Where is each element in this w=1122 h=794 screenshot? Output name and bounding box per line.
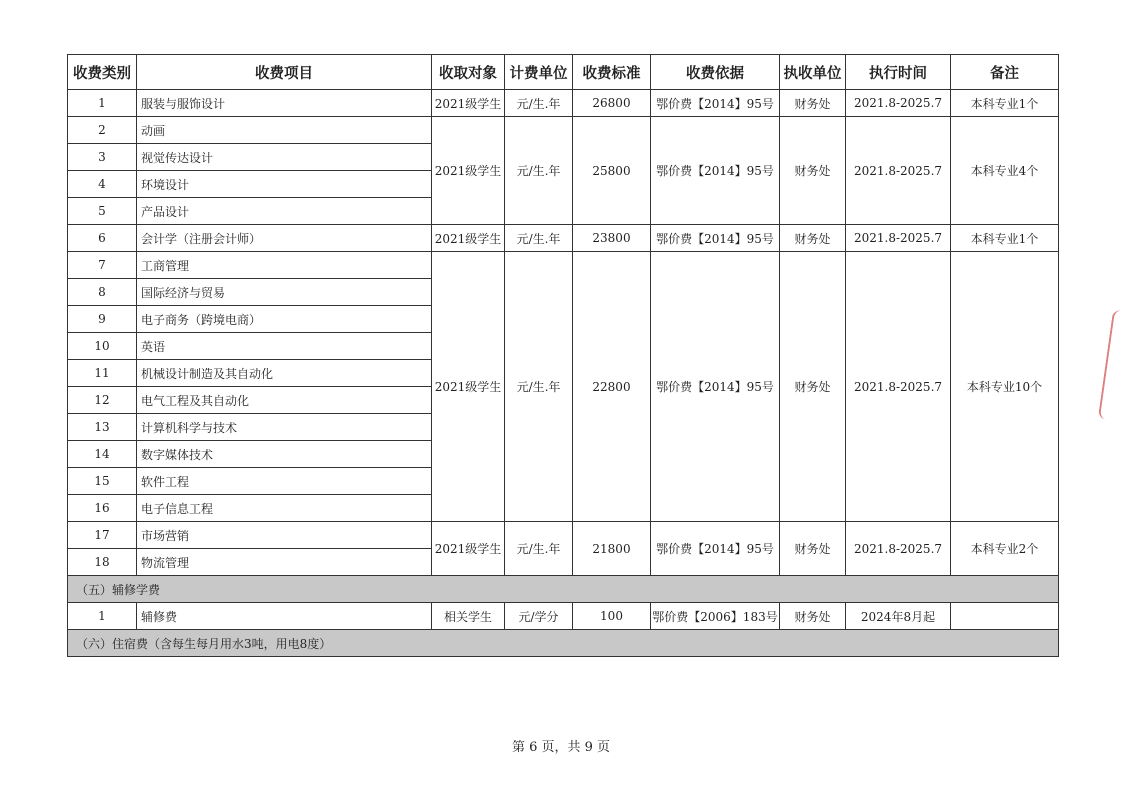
row-number: 1 [68,603,137,630]
header-unit: 计费单位 [505,55,573,90]
header-note: 备注 [951,55,1059,90]
row-note: 本科专业1个 [951,90,1059,117]
row-number: 13 [68,414,137,441]
fee-table-body [68,90,1059,657]
row-basis: 鄂价费【2006】183号 [651,603,780,630]
row-target: 2021级学生 [432,117,505,225]
row-collector: 财务处 [780,117,846,225]
table-row [68,90,1059,117]
row-note: 本科专业2个 [951,522,1059,576]
fee-table [67,54,1059,657]
row-item-name: 计算机科学与技术 [137,414,432,441]
row-collector: 财务处 [780,522,846,576]
row-number: 7 [68,252,137,279]
row-target: 2021级学生 [432,225,505,252]
row-basis: 鄂价费【2014】95号 [651,225,780,252]
row-period: 2021.8-2025.7 [846,90,951,117]
row-item-name: 英语 [137,333,432,360]
row-item-name: 动画 [137,117,432,144]
row-item-name: 市场营销 [137,522,432,549]
row-item-name: 工商管理 [137,252,432,279]
row-target: 2021级学生 [432,522,505,576]
table-row [68,225,1059,252]
row-number: 15 [68,468,137,495]
row-number: 12 [68,387,137,414]
row-item-name: 辅修费 [137,603,432,630]
row-collector: 财务处 [780,90,846,117]
row-item-name: 视觉传达设计 [137,144,432,171]
row-period: 2024年8月起 [846,603,951,630]
row-target: 2021级学生 [432,90,505,117]
header-row [68,55,1059,90]
row-number: 5 [68,198,137,225]
row-number: 6 [68,225,137,252]
header-period: 执行时间 [846,55,951,90]
row-number: 9 [68,306,137,333]
row-item-name: 电子商务（跨境电商） [137,306,432,333]
stamp-arc [1098,310,1122,421]
row-collector: 财务处 [780,603,846,630]
row-number: 1 [68,90,137,117]
row-standard: 100 [573,603,651,630]
row-number: 11 [68,360,137,387]
row-unit: 元/生.年 [505,117,573,225]
row-number: 16 [68,495,137,522]
row-number: 18 [68,549,137,576]
section-title: （六）住宿费（含每生每月用水3吨，用电8度） [68,630,1059,657]
row-period: 2021.8-2025.7 [846,522,951,576]
row-unit: 元/学分 [505,603,573,630]
row-item-name: 会计学（注册会计师） [137,225,432,252]
row-item-name: 数字媒体技术 [137,441,432,468]
row-standard: 23800 [573,225,651,252]
header-target: 收取对象 [432,55,505,90]
row-item-name: 电气工程及其自动化 [137,387,432,414]
row-item-name: 服装与服饰设计 [137,90,432,117]
row-item-name: 产品设计 [137,198,432,225]
row-basis: 鄂价费【2014】95号 [651,252,780,522]
row-item-name: 国际经济与贸易 [137,279,432,306]
row-note: 本科专业10个 [951,252,1059,522]
table-row [68,603,1059,630]
table-row [68,522,1059,549]
row-number: 14 [68,441,137,468]
row-standard: 21800 [573,522,651,576]
row-period: 2021.8-2025.7 [846,117,951,225]
section-title: （五）辅修学费 [68,576,1059,603]
row-unit: 元/生.年 [505,522,573,576]
table-row [68,252,1059,279]
section-zhusu-row [68,630,1059,657]
row-number: 3 [68,144,137,171]
row-item-name: 软件工程 [137,468,432,495]
row-number: 17 [68,522,137,549]
row-standard: 22800 [573,252,651,522]
row-unit: 元/生.年 [505,252,573,522]
header-basis: 收费依据 [651,55,780,90]
row-item-name: 电子信息工程 [137,495,432,522]
section-fudao-row [68,576,1059,603]
row-number: 10 [68,333,137,360]
row-standard: 26800 [573,90,651,117]
row-basis: 鄂价费【2014】95号 [651,117,780,225]
row-period: 2021.8-2025.7 [846,252,951,522]
row-number: 4 [68,171,137,198]
row-note: 本科专业1个 [951,225,1059,252]
row-note: 本科专业4个 [951,117,1059,225]
row-unit: 元/生.年 [505,225,573,252]
page-footer: 第 6 页，共 9 页 [511,740,611,755]
row-basis: 鄂价费【2014】95号 [651,90,780,117]
red-stamp-fragment [1092,299,1122,450]
row-number: 2 [68,117,137,144]
row-item-name: 机械设计制造及其自动化 [137,360,432,387]
row-note [951,603,1059,630]
header-item: 收费项目 [137,55,432,90]
table-row [68,117,1059,144]
row-item-name: 物流管理 [137,549,432,576]
row-item-name: 环境设计 [137,171,432,198]
row-target: 相关学生 [432,603,505,630]
header-standard: 收费标准 [573,55,651,90]
row-collector: 财务处 [780,225,846,252]
row-collector: 财务处 [780,252,846,522]
header-category: 收费类别 [68,55,137,90]
row-target: 2021级学生 [432,252,505,522]
row-period: 2021.8-2025.7 [846,225,951,252]
row-standard: 25800 [573,117,651,225]
header-collector: 执收单位 [780,55,846,90]
row-unit: 元/生.年 [505,90,573,117]
row-number: 8 [68,279,137,306]
row-basis: 鄂价费【2014】95号 [651,522,780,576]
